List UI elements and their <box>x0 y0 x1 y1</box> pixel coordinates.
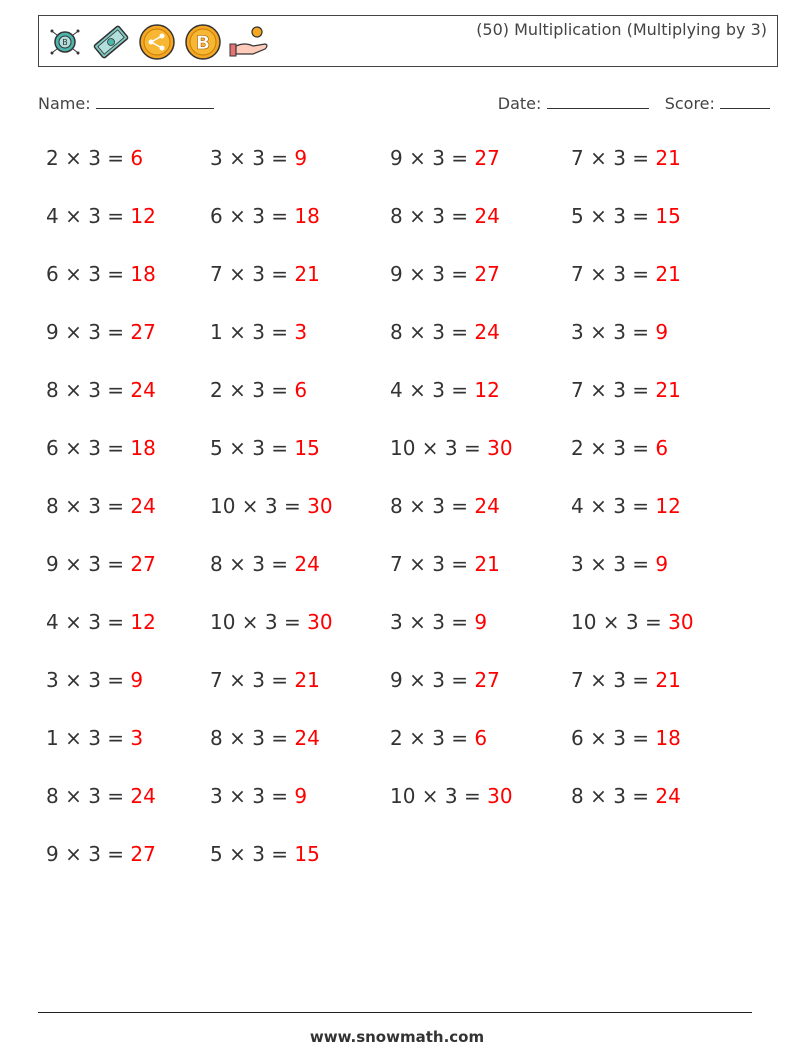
problem-answer: 18 <box>655 726 681 750</box>
problem-answer: 9 <box>655 320 669 344</box>
problem-question: 6 × 3 = <box>571 726 656 750</box>
problem-answer: 27 <box>474 262 500 286</box>
problem-question: 4 × 3 = <box>571 494 656 518</box>
problem-answer: 27 <box>474 668 500 692</box>
problem-question: 7 × 3 = <box>210 262 295 286</box>
problem-item <box>210 784 307 808</box>
problem-question: 10 × 3 = <box>210 494 308 518</box>
problem-answer: 3 <box>130 726 144 750</box>
header-box <box>38 15 778 67</box>
problem-answer: 12 <box>655 494 681 518</box>
problem-question: 3 × 3 = <box>571 552 656 576</box>
problem-item <box>390 494 500 518</box>
problem-question: 9 × 3 = <box>390 668 475 692</box>
problem-answer: 24 <box>130 784 156 808</box>
problem-question: 2 × 3 = <box>210 378 295 402</box>
bitcoin-icon <box>181 22 225 62</box>
problem-answer: 21 <box>655 262 681 286</box>
problem-answer: 15 <box>294 436 320 460</box>
hand-coin-icon <box>227 22 271 62</box>
problem-answer: 9 <box>130 668 144 692</box>
problem-answer: 27 <box>130 842 156 866</box>
problem-answer: 24 <box>294 726 320 750</box>
problem-question: 8 × 3 = <box>571 784 656 808</box>
date-label: Date: <box>497 94 542 113</box>
banknote-icon <box>89 22 133 62</box>
svg-text:B: B <box>195 32 211 54</box>
header-icons <box>43 22 271 62</box>
problem-question: 8 × 3 = <box>390 320 475 344</box>
problem-item <box>210 146 307 170</box>
problem-answer: 30 <box>487 436 513 460</box>
problem-question: 3 × 3 = <box>210 784 295 808</box>
problem-question: 6 × 3 = <box>210 204 295 228</box>
problem-answer: 21 <box>655 146 681 170</box>
problem-question: 9 × 3 = <box>390 262 475 286</box>
problem-question: 9 × 3 = <box>46 552 131 576</box>
problem-question: 3 × 3 = <box>390 610 475 634</box>
problem-question: 6 × 3 = <box>46 262 131 286</box>
problem-question: 1 × 3 = <box>46 726 131 750</box>
problem-question: 3 × 3 = <box>210 146 295 170</box>
problem-question: 7 × 3 = <box>210 668 295 692</box>
problem-answer: 15 <box>294 842 320 866</box>
problem-question: 10 × 3 = <box>390 436 488 460</box>
problem-answer: 21 <box>474 552 500 576</box>
problem-answer: 24 <box>130 494 156 518</box>
problem-item <box>571 436 668 460</box>
problem-question: 7 × 3 = <box>571 262 656 286</box>
problem-question: 7 × 3 = <box>571 378 656 402</box>
problem-answer: 6 <box>130 146 144 170</box>
problem-question: 2 × 3 = <box>571 436 656 460</box>
problem-item <box>46 262 156 286</box>
problem-question: 8 × 3 = <box>46 784 131 808</box>
problem-answer: 9 <box>294 784 308 808</box>
problem-answer: 12 <box>130 610 156 634</box>
problem-answer: 24 <box>655 784 681 808</box>
name-section <box>38 94 214 113</box>
problem-answer: 30 <box>307 610 333 634</box>
problem-answer: 18 <box>130 436 156 460</box>
problem-answer: 21 <box>294 262 320 286</box>
problem-item <box>210 668 320 692</box>
problem-question: 8 × 3 = <box>390 204 475 228</box>
problem-item <box>390 610 487 634</box>
problem-answer: 18 <box>294 204 320 228</box>
problem-answer: 6 <box>655 436 669 460</box>
problem-answer: 27 <box>474 146 500 170</box>
problem-question: 1 × 3 = <box>210 320 295 344</box>
problem-item <box>46 842 156 866</box>
problem-question: 2 × 3 = <box>46 146 131 170</box>
problem-answer: 21 <box>294 668 320 692</box>
info-row <box>38 94 770 116</box>
problem-question: 8 × 3 = <box>46 494 131 518</box>
problem-answer: 6 <box>474 726 488 750</box>
problem-item <box>210 842 320 866</box>
problem-answer: 9 <box>474 610 488 634</box>
problem-item <box>210 262 320 286</box>
problem-question: 9 × 3 = <box>46 320 131 344</box>
problem-question: 4 × 3 = <box>390 378 475 402</box>
problem-item <box>390 552 500 576</box>
problem-item <box>571 726 681 750</box>
problem-item <box>571 784 681 808</box>
problem-question: 10 × 3 = <box>571 610 669 634</box>
problem-answer: 24 <box>294 552 320 576</box>
problem-item <box>210 494 333 518</box>
problem-answer: 18 <box>130 262 156 286</box>
problem-item <box>390 378 500 402</box>
problem-question: 9 × 3 = <box>46 842 131 866</box>
problem-item <box>46 146 143 170</box>
problem-answer: 12 <box>130 204 156 228</box>
problem-answer: 9 <box>294 146 308 170</box>
problem-question: 7 × 3 = <box>390 552 475 576</box>
problem-item <box>46 610 156 634</box>
problem-answer: 30 <box>487 784 513 808</box>
problem-item <box>210 726 320 750</box>
problem-item <box>390 262 500 286</box>
problem-item <box>46 726 143 750</box>
footer-divider <box>38 1012 752 1013</box>
problem-question: 8 × 3 = <box>46 378 131 402</box>
problem-question: 8 × 3 = <box>210 552 295 576</box>
problem-answer: 21 <box>655 668 681 692</box>
problem-question: 7 × 3 = <box>571 146 656 170</box>
problem-question: 6 × 3 = <box>46 436 131 460</box>
problem-question: 4 × 3 = <box>46 204 131 228</box>
problem-question: 8 × 3 = <box>390 494 475 518</box>
problem-item <box>210 204 320 228</box>
problem-item <box>46 552 156 576</box>
problem-item <box>390 436 513 460</box>
problem-item <box>46 378 156 402</box>
problem-item <box>46 204 156 228</box>
problem-answer: 30 <box>307 494 333 518</box>
problem-item <box>390 726 487 750</box>
problem-answer: 21 <box>655 378 681 402</box>
score-field[interactable] <box>720 94 770 109</box>
date-score-section <box>498 94 770 113</box>
problem-answer: 24 <box>474 204 500 228</box>
problem-item <box>390 204 500 228</box>
problem-item <box>390 668 500 692</box>
problem-question: 3 × 3 = <box>46 668 131 692</box>
problem-question: 5 × 3 = <box>210 436 295 460</box>
problem-item <box>46 668 143 692</box>
problem-item <box>571 204 681 228</box>
problem-answer: 27 <box>130 320 156 344</box>
problem-item <box>210 436 320 460</box>
problem-answer: 15 <box>655 204 681 228</box>
problem-item <box>571 378 681 402</box>
problem-question: 4 × 3 = <box>46 610 131 634</box>
problem-question: 2 × 3 = <box>390 726 475 750</box>
problem-item <box>390 784 513 808</box>
problem-item <box>571 320 668 344</box>
problem-item <box>210 378 307 402</box>
problem-question: 5 × 3 = <box>210 842 295 866</box>
problem-question: 10 × 3 = <box>210 610 308 634</box>
problem-answer: 3 <box>294 320 308 344</box>
problem-item <box>571 146 681 170</box>
problem-answer: 9 <box>655 552 669 576</box>
problem-item <box>571 262 681 286</box>
problem-question: 3 × 3 = <box>571 320 656 344</box>
problem-item <box>46 494 156 518</box>
problem-item <box>571 494 681 518</box>
problem-question: 7 × 3 = <box>571 668 656 692</box>
problem-answer: 24 <box>474 494 500 518</box>
problem-item <box>390 146 500 170</box>
date-field[interactable] <box>547 94 649 109</box>
problem-question: 8 × 3 = <box>210 726 295 750</box>
footer-url: www.snowmath.com <box>309 1028 485 1046</box>
problem-item <box>571 610 694 634</box>
problem-answer: 30 <box>668 610 694 634</box>
name-label: Name: <box>38 94 91 113</box>
worksheet-title: (50) Multiplication (Multiplying by 3) <box>476 20 767 39</box>
problem-item <box>210 610 333 634</box>
problem-item <box>46 320 156 344</box>
problem-item <box>571 668 681 692</box>
problem-answer: 6 <box>294 378 308 402</box>
problem-answer: 24 <box>474 320 500 344</box>
svg-text:B: B <box>62 38 68 47</box>
problem-answer: 24 <box>130 378 156 402</box>
problem-question: 10 × 3 = <box>390 784 488 808</box>
problem-item <box>390 320 500 344</box>
problem-item <box>210 552 320 576</box>
name-field[interactable] <box>96 94 214 109</box>
share-coin-icon <box>135 22 179 62</box>
problem-question: 5 × 3 = <box>571 204 656 228</box>
problem-question: 9 × 3 = <box>390 146 475 170</box>
problem-item <box>210 320 307 344</box>
problem-item <box>571 552 668 576</box>
problem-item <box>46 436 156 460</box>
problem-item <box>46 784 156 808</box>
problem-answer: 12 <box>474 378 500 402</box>
network-coin-icon <box>43 22 87 62</box>
problem-answer: 27 <box>130 552 156 576</box>
score-label: Score: <box>664 94 715 113</box>
